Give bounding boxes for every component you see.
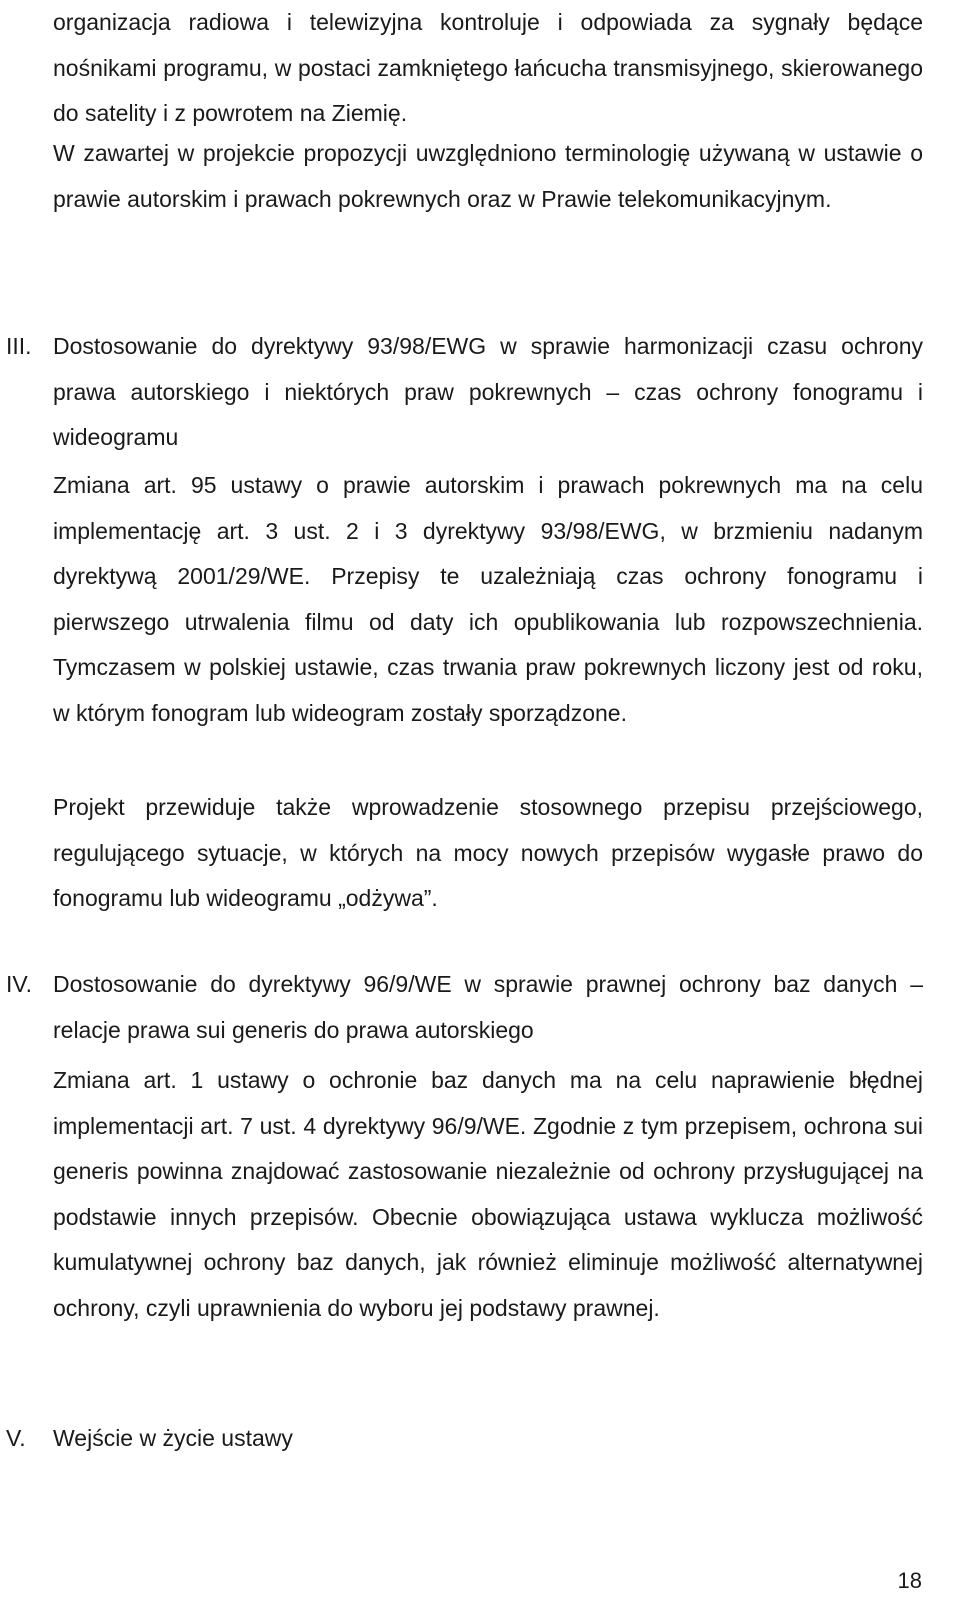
section-5-heading: Wejście w życie ustawy — [53, 1425, 293, 1451]
section-4-heading: Dostosowanie do dyrektywy 96/9/WE w sprawie prawnej ochrony baz danych – relacje prawa sui generis do prawa autorskiego — [53, 971, 923, 1043]
section-3-number: III. — [6, 333, 32, 359]
section-4-number: IV. — [6, 971, 33, 997]
intro-paragraph: organizacja radiowa i telewizyjna kontroluje i odpowiada za sygnały będące nośnikami programu, w postaci zamkniętego łańcucha transmisyjnego, skierowanego do satelity i z powrotem na Ziemię. — [53, 9, 923, 126]
page-number: 18 — [897, 1568, 922, 1593]
terminology-block — [53, 131, 923, 222]
section-3-paragraph-1: Zmiana art. 95 ustawy o prawie autorskim i prawach pokrewnych ma na celu implementację art. 3 ust. 2 i 3 dyrektywy 93/98/EWG, w brzmieniu nadanym dyrektywą 2001/29/WE. Przepisy te uzależniają czas ochrony fonogramu i pierwszego utrwalenia filmu od daty ich opublikowania lub rozpowszechnienia. Tymczasem w polskiej ustawie, czas trwania praw pokrewnych liczony jest od roku, w którym fonogram lub wideogram zostały sporządzone. — [53, 472, 923, 726]
section-3-body-2 — [53, 785, 923, 922]
section-3-heading: Dostosowanie do dyrektywy 93/98/EWG w sprawie harmonizacji czasu ochrony prawa autorskiego i niektórych praw pokrewnych – czas ochrony fonogramu i wideogramu — [53, 333, 923, 450]
section-3-paragraph-2: Projekt przewiduje także wprowadzenie stosownego przepisu przejściowego, regulującego sytuacje, w których na mocy nowych przepisów wygasłe prawo do fonogramu lub wideogramu „odżywa”. — [53, 794, 923, 911]
section-3-body-1 — [53, 463, 923, 736]
section-4-body — [53, 1058, 923, 1331]
section-5-number: V. — [6, 1425, 26, 1451]
intro-block — [53, 0, 923, 137]
terminology-paragraph: W zawartej w projekcie propozycji uwzględniono terminologię używaną w ustawie o prawie autorskim i prawach pokrewnych oraz w Prawie telekomunikacyjnym. — [53, 140, 923, 212]
section-4-paragraph-1: Zmiana art. 1 ustawy o ochronie baz danych ma na celu naprawienie błędnej implementacji art. 7 ust. 4 dyrektywy 96/9/WE. Zgodnie z tym przepisem, ochrona sui generis powinna znajdować zastosowanie niezależnie od ochrony przysługującej na podstawie innych przepisów. Obecnie obowiązująca ustawa wyklucza możliwość kumulatywnej ochrony baz danych, jak również eliminuje możliwość alternatywnej ochrony, czyli uprawnienia do wyboru jej podstawy prawnej. — [53, 1067, 923, 1321]
